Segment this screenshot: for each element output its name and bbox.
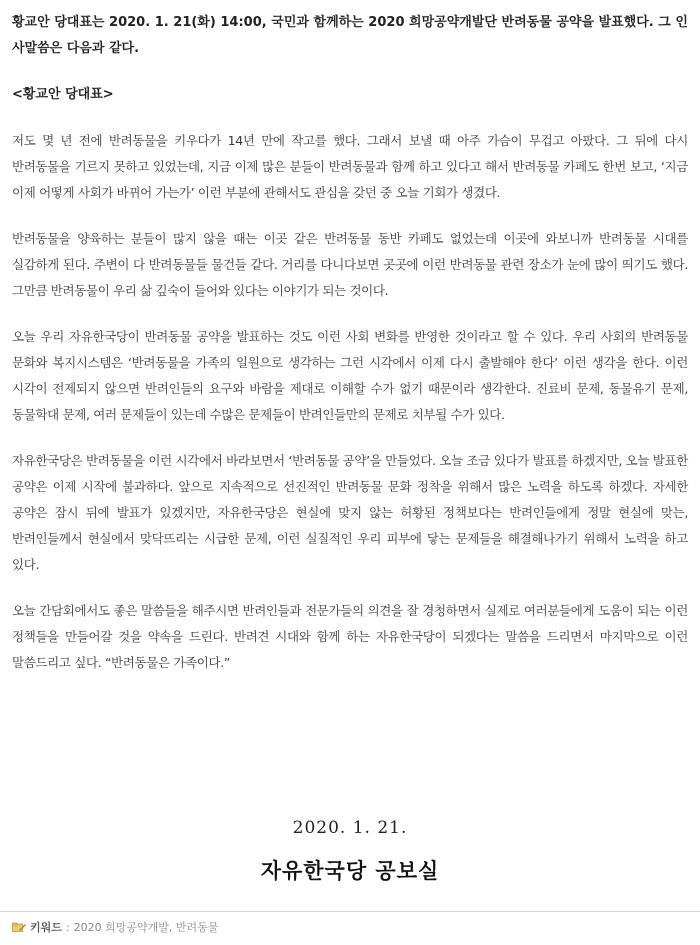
intro-text: 황교안 당대표는 2020. 1. 21(화) 14:00, 국민과 함께하는 2020 희망공약개발단 반려동물 공약을 발표했다. 그 인사말씀은 다음과 같다. (12, 15, 688, 56)
release-date: 2020. 1. 21. (292, 818, 408, 838)
issuing-organization: 자유한국당 공보실 (260, 859, 440, 883)
speech-paragraph-4: 자유한국당은 반려동물을 이런 시각에서 바라보면서 ‘반려동물 공약’을 만들었다. 오늘 조금 있다가 발표를 하겠지만, 오늘 발표한 공약은 이제 시작에 불과하다. 앞으로 지속적으로 선진적인 반려동물 문화 정착을 위해서 많은 노력을 하도록 하겠다. 자세한 공약은 잠시 뒤에 발표가 있겠지만, 자유한국당은 현실에 맞지 않는 허황된 정책보다는 반려인들에게 정말 현실에 맞는, 반려인들께서 현실에서 맞닥뜨리는 시급한 문제, 이런 실질적인 우리 피부에 닿는 문제들을 해결해나가기 위해서 노력을 하고 있다. (12, 453, 688, 572)
keyword-label: 키워드 (30, 921, 62, 934)
pencil-folder-icon (12, 922, 26, 932)
keyword-separator: : (65, 920, 70, 934)
speech-paragraph-3: 오늘 우리 자유한국당이 반려동물 공약을 발표하는 것도 이런 사회 변화를 반영한 것이라고 할 수 있다. 우리 사회의 반려동물 문화와 복지시스템은 ‘반려동물을 가족의 일원으로 생각하는 그런 시각에서 이제 다시 출발해야 한다’ 이런 생각을 한다. 이런 시각이 전제되지 않으면 반려인들의 요구와 바람을 제대로 이해할 수가 없기 때문이라 생각한다. 진료비 문제, 동물유기 문제, 동물학대 문제, 여러 문제들이 있는데 수많은 문제들이 반려인들만의 문제로 치부될 수가 있다. (12, 329, 688, 422)
speech-paragraph-5: 오늘 간담회에서도 좋은 말씀들을 해주시면 반려인들과 전문가들의 의견을 잘 경청하면서 실제로 여러분들에게 도움이 되는 이런 정책들을 만들어갈 것을 약속을 드린다. 반려견 시대와 함께 하는 자유한국당이 되겠다는 말씀을 드리면서 마지막으로 이런 말씀드리고 싶다. “반려동물은 가족이다.” (12, 603, 688, 670)
keyword-bar (12, 919, 218, 935)
speech-paragraph-1: 저도 몇 년 전에 반려동물을 키우다가 14년 만에 작고를 했다. 그래서 보낼 때 아주 가슴이 무겁고 아팠다. 그 뒤에 다시 반려동물을 기르지 못하고 있었는데, 지금 이제 많은 분들이 반려동물과 함께 하고 있다고 해서 반려동물 카페도 한번 보고, ‘지금 이제 어떻게 사회가 바뀌어 가는가’ 이런 부분에 관해서도 관심을 갖던 중 오늘 기회가 생겼다. (12, 133, 688, 200)
press-release-body (12, 10, 688, 676)
footer-divider (0, 911, 700, 912)
speaker-heading: <황교안 당대표> (12, 87, 114, 102)
keyword-link[interactable]: 2020 희망공약개발, 반려동물 (73, 921, 219, 934)
speech-paragraph-2: 반려동물을 양육하는 분들이 많지 않을 때는 이곳 같은 반려동물 동반 카페도 없었는데 이곳에 와보니까 반려동물 시대를 실감하게 된다. 주변이 다 반려동물들 물건들 같다. 거리를 다니다보면 곳곳에 이런 반려동물 관련 장소가 눈에 많이 띄기도 했다. 그만큼 반려동물이 우리 삶 깊숙이 들어와 있다는 이야기가 되는 것이다. (12, 231, 688, 298)
